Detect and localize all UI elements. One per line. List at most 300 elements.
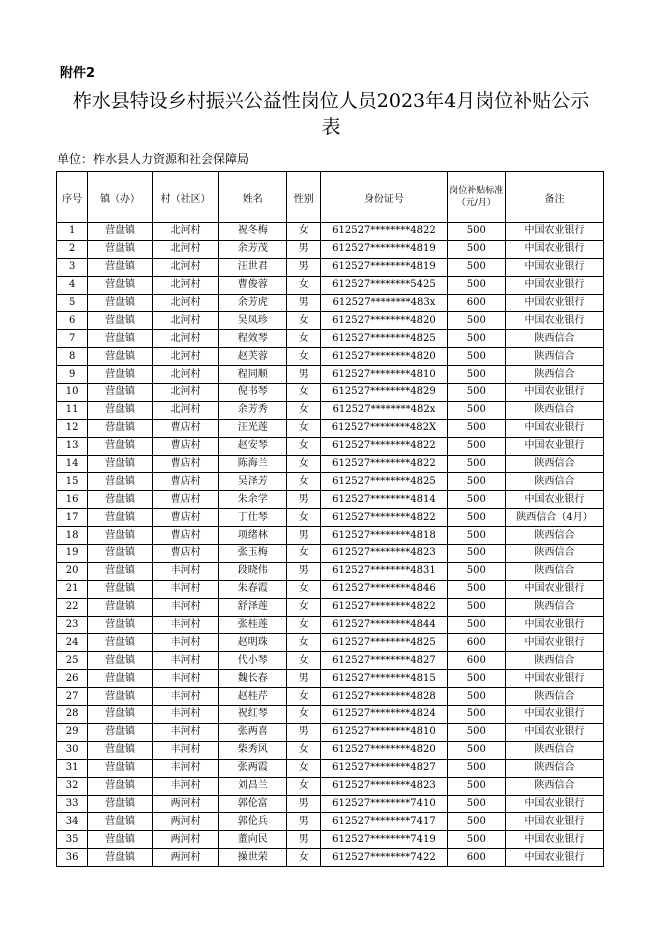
cell-id-number: 612527********4823	[321, 545, 447, 563]
cell-id-number: 612527********4823	[321, 777, 447, 795]
cell-remark: 陕西信合	[506, 777, 604, 795]
table-row	[57, 509, 604, 527]
cell-town: 营盘镇	[88, 276, 153, 294]
cell-town: 营盘镇	[88, 455, 153, 473]
table-row	[57, 258, 604, 276]
cell-id-number: 612527********4819	[321, 258, 447, 276]
cell-no: 16	[57, 491, 88, 509]
cell-village: 丰河村	[152, 634, 219, 652]
table-row	[57, 330, 604, 348]
cell-remark: 陕西信合	[506, 562, 604, 580]
cell-name: 余芳虎	[219, 294, 287, 312]
cell-id-number: 612527********4846	[321, 580, 447, 598]
cell-subsidy: 600	[447, 652, 506, 670]
table-row	[57, 223, 604, 241]
cell-village: 北河村	[152, 384, 219, 402]
cell-village: 北河村	[152, 401, 219, 419]
cell-subsidy: 500	[447, 437, 506, 455]
cell-id-number: 612527********4827	[321, 759, 447, 777]
cell-no: 18	[57, 527, 88, 545]
cell-no: 12	[57, 419, 88, 437]
cell-id-number: 612527********4822	[321, 509, 447, 527]
cell-remark: 中国农业银行	[506, 580, 604, 598]
cell-gender: 女	[287, 509, 321, 527]
cell-gender: 女	[287, 312, 321, 330]
cell-name: 赵安琴	[219, 437, 287, 455]
cell-subsidy: 500	[447, 527, 506, 545]
title-line-1: 柞水县特设乡村振兴公益性岗位人员2023年4月岗位补贴公示	[72, 90, 590, 112]
cell-name: 吴凤珍	[219, 312, 287, 330]
cell-village: 丰河村	[152, 598, 219, 616]
cell-no: 1	[57, 223, 88, 241]
cell-subsidy: 500	[447, 473, 506, 491]
cell-gender: 男	[287, 366, 321, 384]
cell-id-number: 612527********5425	[321, 276, 447, 294]
header-remark: 备注	[506, 172, 604, 223]
cell-no: 3	[57, 258, 88, 276]
cell-id-number: 612527********4824	[321, 706, 447, 724]
cell-subsidy: 500	[447, 795, 506, 813]
cell-id-number: 612527********4820	[321, 348, 447, 366]
cell-town: 营盘镇	[88, 688, 153, 706]
cell-name: 郭伦兵	[219, 813, 287, 831]
cell-gender: 男	[287, 258, 321, 276]
cell-gender: 女	[287, 419, 321, 437]
cell-village: 丰河村	[152, 616, 219, 634]
cell-name: 刘昌兰	[219, 777, 287, 795]
cell-name: 项绪林	[219, 527, 287, 545]
cell-id-number: 612527********4820	[321, 741, 447, 759]
table-row	[57, 312, 604, 330]
cell-subsidy: 500	[447, 419, 506, 437]
cell-id-number: 612527********4828	[321, 688, 447, 706]
cell-gender: 女	[287, 473, 321, 491]
cell-village: 曹店村	[152, 437, 219, 455]
cell-remark: 中国农业银行	[506, 384, 604, 402]
cell-id-number: 612527********4825	[321, 634, 447, 652]
cell-no: 35	[57, 831, 88, 849]
cell-remark: 陕西信合	[506, 545, 604, 563]
cell-remark: 中国农业银行	[506, 240, 604, 258]
table-row	[57, 276, 604, 294]
cell-subsidy: 500	[447, 813, 506, 831]
cell-village: 丰河村	[152, 580, 219, 598]
table-row	[57, 634, 604, 652]
cell-no: 36	[57, 849, 88, 867]
cell-remark: 中国农业银行	[506, 312, 604, 330]
cell-no: 21	[57, 580, 88, 598]
cell-village: 曹店村	[152, 419, 219, 437]
cell-town: 营盘镇	[88, 527, 153, 545]
table-row	[57, 527, 604, 545]
cell-subsidy: 500	[447, 455, 506, 473]
cell-village: 北河村	[152, 223, 219, 241]
cell-subsidy: 500	[447, 723, 506, 741]
cell-id-number: 612527********4825	[321, 330, 447, 348]
cell-village: 曹店村	[152, 527, 219, 545]
cell-subsidy: 500	[447, 258, 506, 276]
cell-name: 汪世君	[219, 258, 287, 276]
cell-town: 营盘镇	[88, 616, 153, 634]
cell-town: 营盘镇	[88, 419, 153, 437]
table-row	[57, 759, 604, 777]
cell-id-number: 612527********4825	[321, 473, 447, 491]
cell-remark: 陕西信合	[506, 348, 604, 366]
cell-gender: 女	[287, 276, 321, 294]
cell-remark: 中国农业银行	[506, 670, 604, 688]
table-row	[57, 401, 604, 419]
cell-no: 7	[57, 330, 88, 348]
cell-gender: 女	[287, 401, 321, 419]
cell-id-number: 612527********4814	[321, 491, 447, 509]
title-line-2: 表	[321, 116, 341, 138]
cell-no: 34	[57, 813, 88, 831]
cell-id-number: 612527********4844	[321, 616, 447, 634]
cell-subsidy: 500	[447, 366, 506, 384]
cell-town: 营盘镇	[88, 580, 153, 598]
cell-remark: 陕西信合	[506, 759, 604, 777]
cell-gender: 女	[287, 688, 321, 706]
cell-no: 30	[57, 741, 88, 759]
cell-village: 曹店村	[152, 473, 219, 491]
cell-gender: 男	[287, 294, 321, 312]
cell-no: 9	[57, 366, 88, 384]
table-row	[57, 777, 604, 795]
cell-town: 营盘镇	[88, 831, 153, 849]
cell-subsidy: 600	[447, 849, 506, 867]
cell-subsidy: 500	[447, 741, 506, 759]
cell-no: 15	[57, 473, 88, 491]
table-row	[57, 455, 604, 473]
cell-no: 11	[57, 401, 88, 419]
cell-gender: 男	[287, 240, 321, 258]
cell-id-number: 612527********4822	[321, 455, 447, 473]
cell-remark: 中国农业银行	[506, 223, 604, 241]
cell-name: 舒泽莲	[219, 598, 287, 616]
header-gender: 性别	[287, 172, 321, 223]
cell-town: 营盘镇	[88, 759, 153, 777]
cell-remark: 陕西信合	[506, 473, 604, 491]
cell-id-number: 612527********7419	[321, 831, 447, 849]
cell-subsidy: 500	[447, 240, 506, 258]
cell-no: 14	[57, 455, 88, 473]
page-title	[56, 88, 606, 140]
cell-name: 董向民	[219, 831, 287, 849]
table-body	[57, 223, 604, 867]
cell-town: 营盘镇	[88, 706, 153, 724]
cell-remark: 中国农业银行	[506, 706, 604, 724]
cell-remark: 陕西信合	[506, 598, 604, 616]
cell-town: 营盘镇	[88, 312, 153, 330]
cell-town: 营盘镇	[88, 240, 153, 258]
cell-village: 曹店村	[152, 455, 219, 473]
cell-gender: 男	[287, 723, 321, 741]
cell-gender: 女	[287, 348, 321, 366]
cell-village: 两河村	[152, 795, 219, 813]
cell-gender: 男	[287, 813, 321, 831]
cell-gender: 女	[287, 580, 321, 598]
cell-town: 营盘镇	[88, 509, 153, 527]
table-row	[57, 795, 604, 813]
cell-village: 丰河村	[152, 777, 219, 795]
cell-gender: 女	[287, 455, 321, 473]
table-row	[57, 813, 604, 831]
cell-village: 曹店村	[152, 545, 219, 563]
cell-no: 4	[57, 276, 88, 294]
cell-id-number: 612527********4822	[321, 223, 447, 241]
cell-no: 28	[57, 706, 88, 724]
cell-remark: 中国农业银行	[506, 795, 604, 813]
cell-subsidy: 500	[447, 223, 506, 241]
cell-no: 26	[57, 670, 88, 688]
cell-id-number: 612527********4810	[321, 366, 447, 384]
table-row	[57, 473, 604, 491]
cell-town: 营盘镇	[88, 473, 153, 491]
cell-no: 27	[57, 688, 88, 706]
cell-village: 北河村	[152, 312, 219, 330]
cell-name: 曹俊蓉	[219, 276, 287, 294]
cell-village: 丰河村	[152, 670, 219, 688]
table-row	[57, 240, 604, 258]
cell-id-number: 612527********4822	[321, 598, 447, 616]
cell-name: 张两喜	[219, 723, 287, 741]
cell-remark: 中国农业银行	[506, 419, 604, 437]
cell-town: 营盘镇	[88, 348, 153, 366]
cell-no: 6	[57, 312, 88, 330]
cell-village: 丰河村	[152, 562, 219, 580]
cell-village: 丰河村	[152, 759, 219, 777]
cell-subsidy: 500	[447, 562, 506, 580]
cell-id-number: 612527********7417	[321, 813, 447, 831]
cell-gender: 男	[287, 795, 321, 813]
cell-id-number: 612527********4810	[321, 723, 447, 741]
cell-town: 营盘镇	[88, 223, 153, 241]
cell-town: 营盘镇	[88, 849, 153, 867]
cell-no: 17	[57, 509, 88, 527]
cell-remark: 中国农业银行	[506, 437, 604, 455]
cell-subsidy: 500	[447, 670, 506, 688]
cell-village: 北河村	[152, 258, 219, 276]
cell-id-number: 612527********4827	[321, 652, 447, 670]
cell-id-number: 612527********4815	[321, 670, 447, 688]
cell-village: 北河村	[152, 330, 219, 348]
cell-remark: 陕西信合	[506, 401, 604, 419]
cell-name: 祝冬梅	[219, 223, 287, 241]
table-row	[57, 294, 604, 312]
cell-subsidy: 500	[447, 348, 506, 366]
cell-name: 吴泽芳	[219, 473, 287, 491]
cell-town: 营盘镇	[88, 777, 153, 795]
cell-remark: 陕西信合	[506, 366, 604, 384]
cell-name: 郭伦富	[219, 795, 287, 813]
cell-no: 29	[57, 723, 88, 741]
cell-id-number: 612527********4819	[321, 240, 447, 258]
cell-remark: 陕西信合（4月）	[506, 509, 604, 527]
cell-remark: 中国农业银行	[506, 849, 604, 867]
header-village: 村（社区）	[152, 172, 219, 223]
cell-no: 2	[57, 240, 88, 258]
cell-subsidy: 500	[447, 616, 506, 634]
cell-village: 丰河村	[152, 741, 219, 759]
cell-gender: 男	[287, 670, 321, 688]
table-row	[57, 616, 604, 634]
cell-remark: 中国农业银行	[506, 491, 604, 509]
header-id-number: 身份证号	[321, 172, 447, 223]
cell-subsidy: 500	[447, 580, 506, 598]
cell-no: 23	[57, 616, 88, 634]
cell-village: 北河村	[152, 240, 219, 258]
cell-remark: 中国农业银行	[506, 831, 604, 849]
table-row	[57, 384, 604, 402]
cell-name: 张桂莲	[219, 616, 287, 634]
cell-remark: 中国农业银行	[506, 616, 604, 634]
cell-town: 营盘镇	[88, 437, 153, 455]
cell-id-number: 612527********4822	[321, 437, 447, 455]
cell-village: 北河村	[152, 294, 219, 312]
cell-name: 祝红琴	[219, 706, 287, 724]
cell-subsidy: 500	[447, 384, 506, 402]
cell-subsidy: 500	[447, 491, 506, 509]
cell-village: 丰河村	[152, 652, 219, 670]
cell-name: 赵桂芹	[219, 688, 287, 706]
cell-no: 22	[57, 598, 88, 616]
cell-town: 营盘镇	[88, 741, 153, 759]
cell-remark: 陕西信合	[506, 652, 604, 670]
cell-no: 10	[57, 384, 88, 402]
cell-gender: 女	[287, 223, 321, 241]
cell-name: 汪光莲	[219, 419, 287, 437]
cell-gender: 女	[287, 706, 321, 724]
cell-id-number: 612527********7422	[321, 849, 447, 867]
cell-name: 陈海兰	[219, 455, 287, 473]
cell-gender: 女	[287, 598, 321, 616]
cell-village: 两河村	[152, 813, 219, 831]
subsidy-table	[56, 171, 604, 867]
cell-village: 北河村	[152, 366, 219, 384]
header-no: 序号	[57, 172, 88, 223]
cell-no: 5	[57, 294, 88, 312]
cell-name: 丁仕琴	[219, 509, 287, 527]
table-row	[57, 831, 604, 849]
cell-gender: 女	[287, 384, 321, 402]
cell-no: 31	[57, 759, 88, 777]
cell-subsidy: 500	[447, 706, 506, 724]
cell-subsidy: 500	[447, 509, 506, 527]
cell-subsidy: 500	[447, 545, 506, 563]
table-row	[57, 741, 604, 759]
cell-no: 8	[57, 348, 88, 366]
cell-name: 张玉梅	[219, 545, 287, 563]
cell-town: 营盘镇	[88, 634, 153, 652]
cell-village: 曹店村	[152, 509, 219, 527]
cell-village: 丰河村	[152, 706, 219, 724]
cell-no: 20	[57, 562, 88, 580]
cell-gender: 女	[287, 652, 321, 670]
cell-subsidy: 600	[447, 634, 506, 652]
cell-remark: 中国农业银行	[506, 723, 604, 741]
header-name: 姓名	[219, 172, 287, 223]
table-row	[57, 580, 604, 598]
table-row	[57, 545, 604, 563]
cell-town: 营盘镇	[88, 723, 153, 741]
table-row	[57, 670, 604, 688]
cell-town: 营盘镇	[88, 795, 153, 813]
cell-id-number: 612527********482x	[321, 401, 447, 419]
cell-town: 营盘镇	[88, 562, 153, 580]
cell-name: 魏长春	[219, 670, 287, 688]
table-row	[57, 849, 604, 867]
cell-no: 25	[57, 652, 88, 670]
cell-town: 营盘镇	[88, 384, 153, 402]
cell-id-number: 612527********4831	[321, 562, 447, 580]
cell-id-number: 612527********4829	[321, 384, 447, 402]
cell-gender: 女	[287, 330, 321, 348]
cell-town: 营盘镇	[88, 545, 153, 563]
cell-name: 余芳茂	[219, 240, 287, 258]
cell-gender: 女	[287, 777, 321, 795]
cell-subsidy: 500	[447, 401, 506, 419]
cell-town: 营盘镇	[88, 258, 153, 276]
cell-town: 营盘镇	[88, 401, 153, 419]
cell-name: 段晓伟	[219, 562, 287, 580]
cell-gender: 男	[287, 527, 321, 545]
cell-gender: 女	[287, 741, 321, 759]
cell-remark: 陕西信合	[506, 330, 604, 348]
cell-gender: 女	[287, 545, 321, 563]
table-row	[57, 437, 604, 455]
cell-name: 程同顺	[219, 366, 287, 384]
cell-town: 营盘镇	[88, 813, 153, 831]
header-subsidy: 岗位补贴标准（元/月）	[447, 172, 506, 223]
cell-id-number: 612527********483x	[321, 294, 447, 312]
table-row	[57, 562, 604, 580]
cell-no: 33	[57, 795, 88, 813]
cell-gender: 男	[287, 491, 321, 509]
cell-village: 北河村	[152, 276, 219, 294]
cell-name: 朱春霞	[219, 580, 287, 598]
table-row	[57, 491, 604, 509]
cell-town: 营盘镇	[88, 652, 153, 670]
cell-subsidy: 500	[447, 759, 506, 777]
table-row	[57, 598, 604, 616]
cell-subsidy: 500	[447, 598, 506, 616]
cell-subsidy: 500	[447, 688, 506, 706]
cell-no: 24	[57, 634, 88, 652]
cell-name: 程效琴	[219, 330, 287, 348]
cell-name: 张两霞	[219, 759, 287, 777]
header-town: 镇（办）	[88, 172, 153, 223]
cell-subsidy: 600	[447, 294, 506, 312]
cell-id-number: 612527********482X	[321, 419, 447, 437]
table-row	[57, 348, 604, 366]
cell-gender: 女	[287, 634, 321, 652]
cell-remark: 中国农业银行	[506, 276, 604, 294]
cell-name: 赵明珠	[219, 634, 287, 652]
table-header-row	[57, 172, 604, 223]
cell-town: 营盘镇	[88, 491, 153, 509]
cell-town: 营盘镇	[88, 670, 153, 688]
cell-gender: 女	[287, 437, 321, 455]
cell-remark: 中国农业银行	[506, 258, 604, 276]
table-row	[57, 366, 604, 384]
cell-town: 营盘镇	[88, 294, 153, 312]
cell-name: 朱余学	[219, 491, 287, 509]
cell-subsidy: 500	[447, 312, 506, 330]
cell-town: 营盘镇	[88, 598, 153, 616]
attachment-label: 附件2	[60, 66, 96, 81]
cell-name: 代小琴	[219, 652, 287, 670]
table-row	[57, 652, 604, 670]
